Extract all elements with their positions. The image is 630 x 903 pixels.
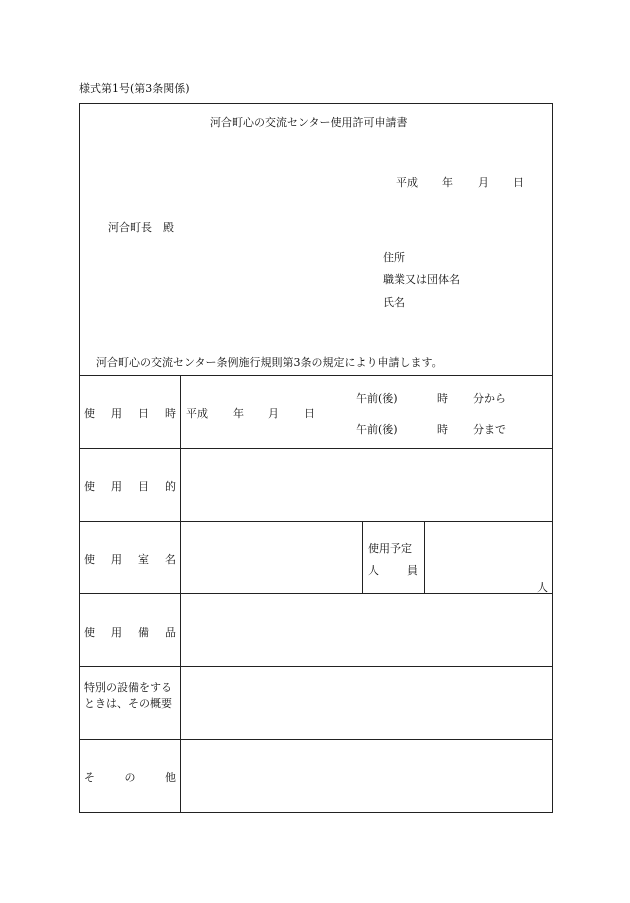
datetime-month: 月 — [268, 407, 279, 420]
date-month: 月 — [478, 176, 489, 189]
end-minute: 分まで — [473, 423, 506, 436]
people-unit: 人 — [537, 581, 548, 594]
planned-people-label: 使用予定 — [368, 542, 412, 555]
addressee: 河合町長 殿 — [108, 221, 174, 234]
datetime-year: 年 — [233, 407, 244, 420]
row-divider — [79, 666, 552, 667]
form-title: 河合町心の交流センター使用許可申請書 — [210, 116, 408, 129]
start-ampm: 午前(後) — [356, 392, 398, 405]
date-era: 平成 — [396, 176, 418, 189]
special-equipment-label: 特別の設備をするときは、その概要 — [84, 681, 172, 710]
label-column-divider — [180, 375, 181, 812]
name-label: 氏名 — [383, 296, 405, 309]
row-divider — [79, 521, 552, 522]
form-number: 様式第1号(第3条関係) — [79, 82, 190, 95]
row-divider — [79, 375, 552, 376]
people-value-divider — [424, 521, 425, 593]
other-label: そ の 他 — [84, 771, 176, 784]
room-label: 使 用 室 名 — [84, 553, 176, 566]
row-divider — [79, 448, 552, 449]
row-divider — [79, 739, 552, 740]
row-divider — [79, 593, 552, 594]
start-hour: 時 — [437, 392, 448, 405]
address-label: 住所 — [383, 251, 405, 264]
start-minute: 分から — [473, 392, 506, 405]
date-year: 年 — [442, 176, 453, 189]
datetime-era: 平成 — [186, 407, 208, 420]
occupation-label: 職業又は団体名 — [383, 273, 460, 286]
people-count-label: 人 員 — [368, 564, 418, 577]
datetime-label: 使 用 日 時 — [84, 407, 176, 420]
end-ampm: 午前(後) — [356, 423, 398, 436]
purpose-label: 使 用 目 的 — [84, 480, 176, 493]
datetime-day: 日 — [304, 407, 315, 420]
room-people-divider — [362, 521, 363, 593]
equipment-label: 使 用 備 品 — [84, 626, 176, 639]
application-statement: 河合町心の交流センター条例施行規則第3条の規定により申請します。 — [96, 356, 443, 369]
date-day: 日 — [513, 176, 524, 189]
end-hour: 時 — [437, 423, 448, 436]
